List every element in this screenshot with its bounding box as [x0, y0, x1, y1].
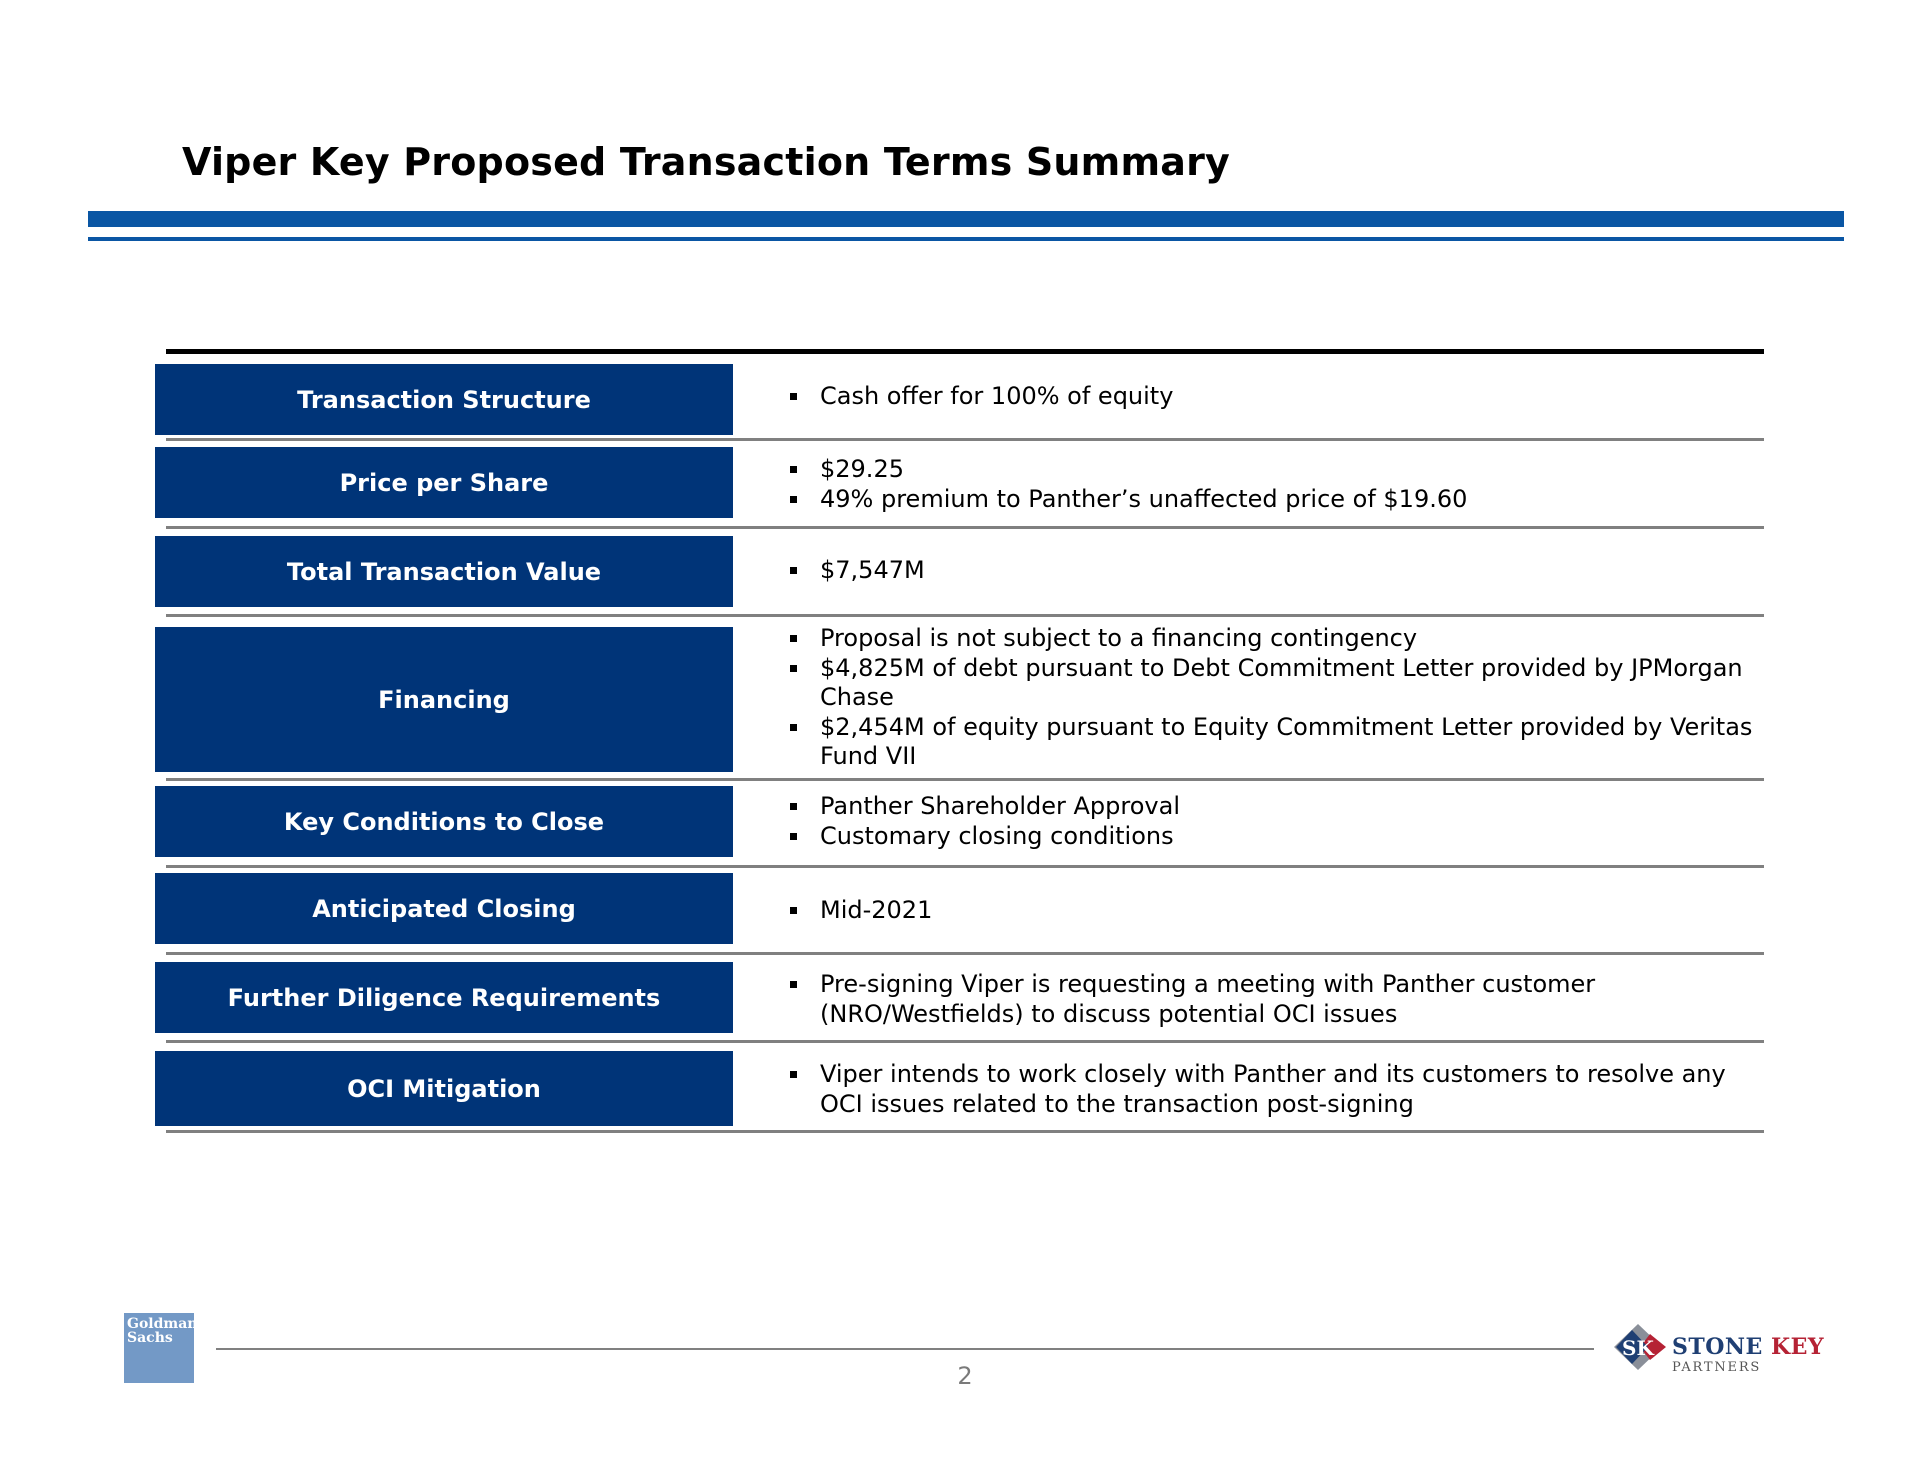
bullet-item: Mid-2021 [820, 896, 1760, 926]
row-bullets-financing [820, 624, 1760, 772]
goldman-sachs-logo: Goldman Sachs [124, 1313, 194, 1383]
table-top-rule [166, 349, 1764, 354]
bullet-item: $29.25 [820, 455, 1760, 485]
sk-name: STONE KEY [1672, 1334, 1825, 1360]
bullet-item: Panther Shareholder Approval [820, 792, 1760, 822]
row-label-price-per-share: Price per Share [155, 447, 733, 518]
row-label-key-conditions: Key Conditions to Close [155, 786, 733, 857]
row-divider [166, 614, 1764, 617]
page-title: Viper Key Proposed Transaction Terms Summary [182, 140, 1231, 184]
row-bullets-total-transaction-value [820, 556, 1760, 586]
row-divider [166, 1130, 1764, 1133]
bullet-item: 49% premium to Panther’s unaffected price of $19.60 [820, 485, 1760, 515]
row-divider [166, 778, 1764, 781]
bullet-item: $2,454M of equity pursuant to Equity Commitment Letter provided by Veritas Fund VII [820, 713, 1760, 772]
row-bullets-key-conditions [820, 792, 1760, 851]
sk-subtitle: PARTNERS [1672, 1360, 1762, 1375]
row-divider [166, 438, 1764, 441]
row-divider [166, 952, 1764, 955]
row-divider [166, 865, 1764, 868]
row-bullets-anticipated-closing [820, 896, 1760, 926]
bullet-item: Cash offer for 100% of equity [820, 382, 1760, 412]
row-label-further-diligence: Further Diligence Requirements [155, 962, 733, 1033]
footer-rule [216, 1348, 1594, 1350]
row-bullets-further-diligence [820, 970, 1760, 1029]
row-label-anticipated-closing: Anticipated Closing [155, 873, 733, 944]
row-label-financing: Financing [155, 627, 733, 772]
row-divider [166, 526, 1764, 529]
bullet-item: Viper intends to work closely with Panther and its customers to resolve any OCI issues related to the transaction post-signing [820, 1060, 1760, 1119]
row-bullets-oci-mitigation [820, 1060, 1760, 1119]
stone-key-logo [1606, 1320, 1826, 1380]
row-divider [166, 1040, 1764, 1043]
header-rule-thin [88, 237, 1844, 241]
bullet-item: $4,825M of debt pursuant to Debt Commitment Letter provided by JPMorgan Chase [820, 654, 1760, 713]
bullet-item: Proposal is not subject to a financing contingency [820, 624, 1760, 654]
page-number: 2 [957, 1362, 973, 1390]
bullet-item: Pre-signing Viper is requesting a meeting with Panther customer (NRO/Westfields) to discuss potential OCI issues [820, 970, 1760, 1029]
sk-diamond-icon [1606, 1320, 1670, 1374]
bullet-item: $7,547M [820, 556, 1760, 586]
sk-mark-text: SK [1622, 1336, 1654, 1360]
row-label-total-transaction-value: Total Transaction Value [155, 536, 733, 607]
bullet-item: Customary closing conditions [820, 822, 1760, 852]
row-bullets-price-per-share [820, 455, 1760, 514]
row-label-transaction-structure: Transaction Structure [155, 364, 733, 435]
header-rule-thick [88, 211, 1844, 227]
row-bullets-transaction-structure [820, 382, 1760, 412]
row-label-oci-mitigation: OCI Mitigation [155, 1051, 733, 1126]
